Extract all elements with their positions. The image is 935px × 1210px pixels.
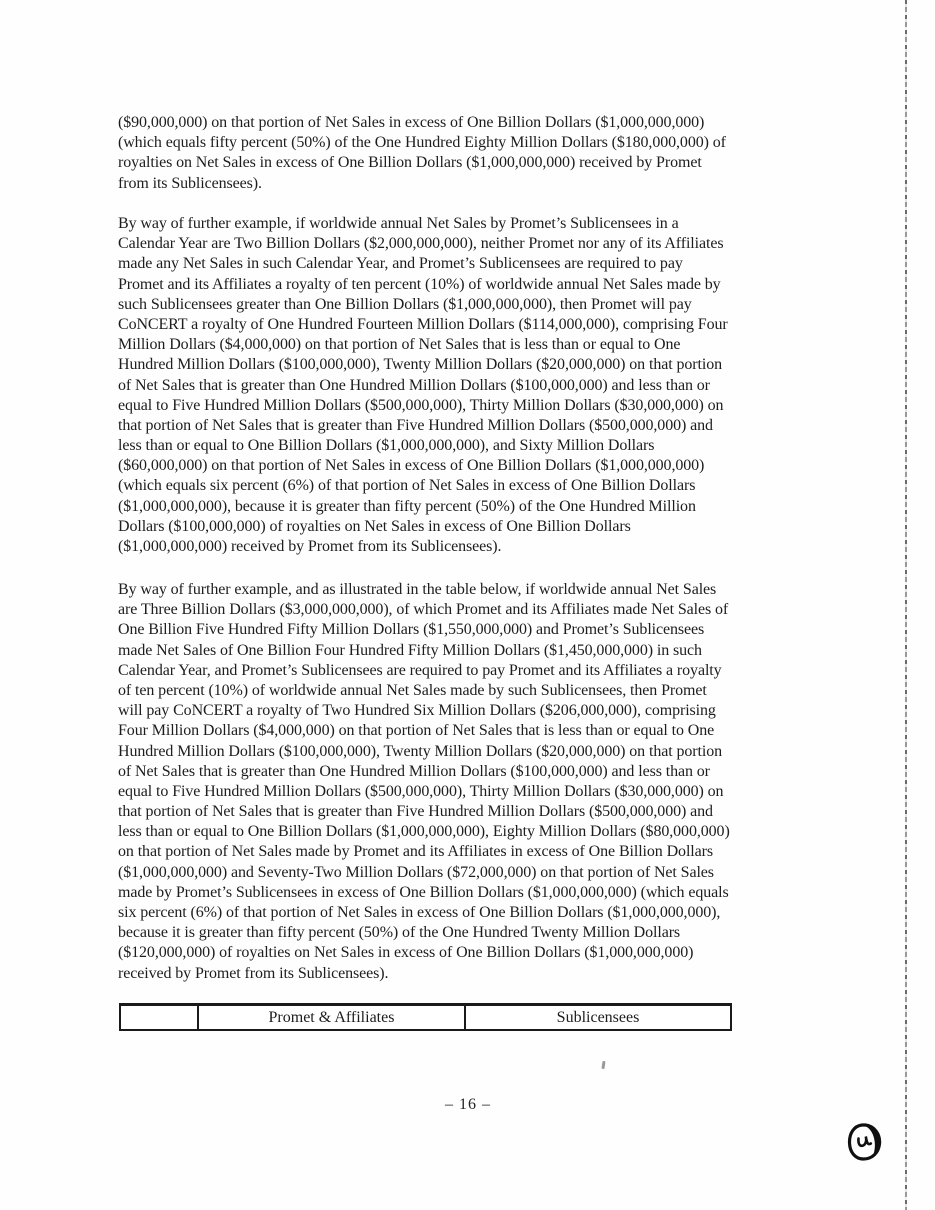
text-line: of Net Sales that is greater than One Hundred Million Dollars ($100,000,000) and less than or — [118, 376, 710, 394]
text-line: ($1,000,000,000) received by Promet from its Sublicensees). — [118, 538, 502, 555]
text-line: of Net Sales that is greater than One Hundred Million Dollars ($100,000,000) and less than or — [118, 762, 710, 780]
text-line: One Billion Five Hundred Fifty Million Dollars ($1,550,000,000) and Promet’s Sublicensees — [118, 621, 705, 639]
text-line: (which equals fifty percent (50%) of the One Hundred Eighty Million Dollars ($180,000,000) of — [118, 134, 726, 152]
text-line: that portion of Net Sales that is greater than Five Hundred Million Dollars ($500,000,000) and — [118, 803, 713, 821]
text-line: Hundred Million Dollars ($100,000,000), Twenty Million Dollars ($20,000,000) on that portion — [118, 742, 722, 760]
royalty-table — [119, 1003, 732, 1031]
text-line: Four Million Dollars ($4,000,000) on that portion of Net Sales that is less than or equal to One — [118, 722, 715, 740]
text-line: Dollars ($100,000,000) of royalties on Net Sales in excess of One Billion Dollars — [118, 517, 631, 535]
paragraph — [118, 214, 838, 557]
paragraph — [118, 580, 838, 984]
text-line: that portion of Net Sales that is greater than Five Hundred Million Dollars ($500,000,000) and — [118, 416, 713, 434]
text-line: less than or equal to One Billion Dollars ($1,000,000,000), and Sixty Million Dollars — [118, 437, 655, 455]
text-line: received by Promet from its Sublicensees). — [118, 964, 389, 982]
scan-artifact-vertical-line — [905, 0, 907, 1210]
text-line: of ten percent (10%) of worldwide annual Net Sales made by such Sublicensees, then Promet — [118, 681, 707, 699]
text-line: because it is greater than fifty percent (50%) of the One Hundred Twenty Million Dollars — [118, 924, 681, 942]
page-number: – 16 – — [445, 1096, 491, 1113]
text-line: By way of further example, if worldwide annual Net Sales by Promet’s Sublicensees in a — [118, 215, 679, 232]
text-line: six percent (6%) of that portion of Net Sales in excess of One Billion Dollars ($1,000,000,000), — [118, 904, 721, 921]
text-line: CoNCERT a royalty of One Hundred Fourteen Million Dollars ($114,000,000), comprising Four — [118, 315, 728, 333]
text-line: made Net Sales of One Billion Four Hundred Fifty Million Dollars ($1,450,000,000) in such — [118, 641, 702, 659]
table-header-promet-affiliates: Promet & Affiliates — [197, 1006, 464, 1029]
text-line: Hundred Million Dollars ($100,000,000), Twenty Million Dollars ($20,000,000) on that portion — [118, 356, 722, 374]
text-line: made any Net Sales in such Calendar Year, and Promet’s Sublicensees are required to pay — [118, 255, 683, 273]
text-line: ($1,000,000,000), because it is greater than fifty percent (50%) of the One Hundred Million — [118, 497, 696, 515]
text-line: less than or equal to One Billion Dollars ($1,000,000,000), Eighty Million Dollars ($80,000,000) — [118, 823, 730, 841]
text-line: ($120,000,000) of royalties on Net Sales in excess of One Billion Dollars ($1,000,000,000) — [118, 944, 694, 962]
table-header-sublicensees: Sublicensees — [464, 1006, 730, 1029]
table-header-empty-cell — [121, 1006, 197, 1029]
text-line: royalties on Net Sales in excess of One Billion Dollars ($1,000,000,000) received by Promet — [118, 154, 702, 172]
text-line: ($1,000,000,000) and Seventy-Two Million Dollars ($72,000,000) on that portion of Net Sales — [118, 863, 714, 881]
text-line: Promet and its Affiliates a royalty of ten percent (10%) of worldwide annual Net Sales made by — [118, 275, 721, 293]
text-line: such Sublicensees greater than One Billion Dollars ($1,000,000,000), then Promet will pay — [118, 295, 692, 313]
text-line: Calendar Year are Two Billion Dollars ($2,000,000,000), neither Promet nor any of its Affiliates — [118, 235, 724, 253]
text-line: equal to Five Hundred Million Dollars ($500,000,000), Thirty Million Dollars ($30,000,000) on — [118, 396, 724, 414]
text-line: (which equals six percent (6%) of that portion of Net Sales in excess of One Billion Dollars — [118, 477, 696, 495]
text-line: on that portion of Net Sales made by Promet and its Affiliates in excess of One Billion Dollars — [118, 843, 713, 861]
scan-speck-artifact — [601, 1061, 605, 1069]
text-line: are Three Billion Dollars ($3,000,000,000), of which Promet and its Affiliates made Net Sales of — [118, 601, 729, 619]
handwritten-circle-scribble-icon — [845, 1118, 885, 1168]
text-line: Million Dollars ($4,000,000) on that portion of Net Sales that is less than or equal to One — [118, 336, 681, 354]
text-line: equal to Five Hundred Million Dollars ($500,000,000), Thirty Million Dollars ($30,000,000) on — [118, 782, 724, 800]
text-line: Calendar Year, and Promet’s Sublicensees are required to pay Promet and its Affiliates a royalty — [118, 661, 722, 679]
text-line: By way of further example, and as illustrated in the table below, if worldwide annual Net Sales — [118, 581, 717, 598]
text-line: ($90,000,000) on that portion of Net Sales in excess of One Billion Dollars ($1,000,000,000) — [118, 114, 705, 131]
text-line: made by Promet’s Sublicensees in excess of One Billion Dollars ($1,000,000,000) (which equals — [118, 883, 729, 901]
text-line: ($60,000,000) on that portion of Net Sales in excess of One Billion Dollars ($1,000,000,000) — [118, 457, 705, 475]
text-line: from its Sublicensees). — [118, 174, 262, 192]
paragraph — [118, 113, 838, 194]
text-line: will pay CoNCERT a royalty of Two Hundred Six Million Dollars ($206,000,000), comprising — [118, 702, 716, 720]
